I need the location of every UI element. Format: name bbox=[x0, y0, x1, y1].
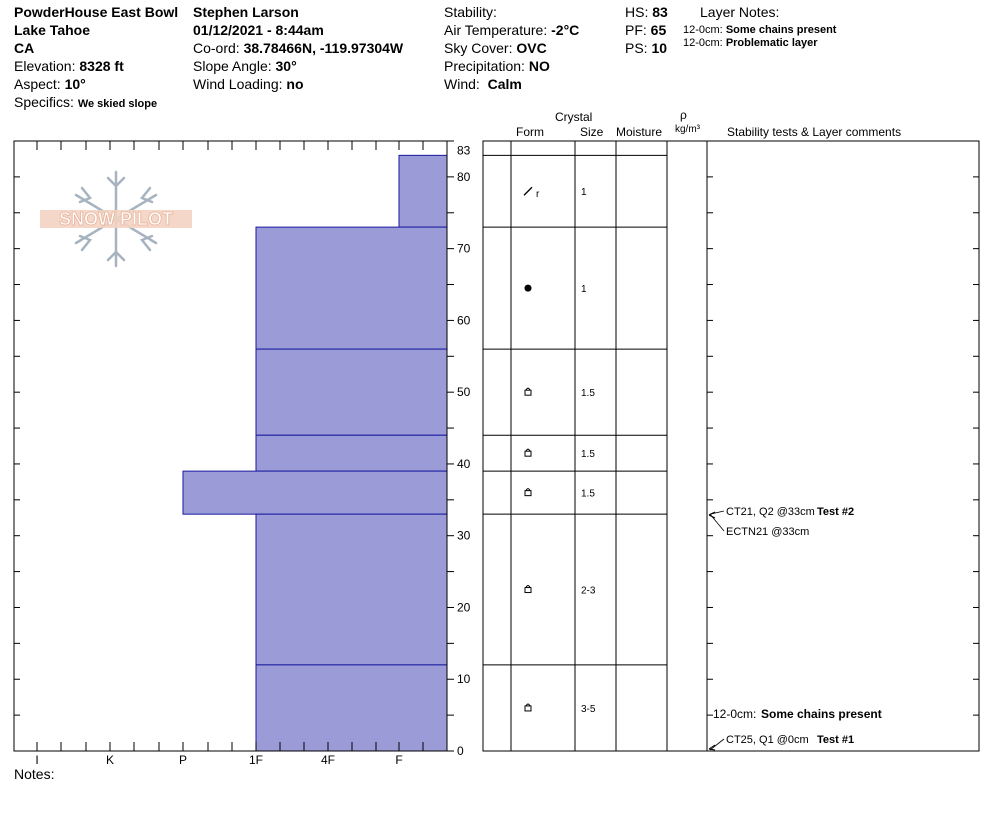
layer-note-2-range: 12-0cm: bbox=[683, 37, 723, 49]
depth-tick-label: 10 bbox=[457, 672, 471, 687]
density-unit-header: kg/m³ bbox=[675, 124, 700, 135]
aspect-value: 10° bbox=[64, 76, 86, 92]
elevation-label: Elevation: bbox=[14, 58, 76, 74]
depth-tick-label: 50 bbox=[457, 385, 471, 400]
stability-label: Stability: bbox=[444, 4, 497, 20]
hardness-bar-1 bbox=[399, 155, 447, 227]
wind-loading-value: no bbox=[286, 76, 304, 92]
faceted-grain-icon bbox=[525, 390, 531, 395]
layer-notes-title: Layer Notes: bbox=[700, 4, 780, 20]
hardness-label: 1F bbox=[248, 753, 264, 767]
stability-test-text: CT25, Q1 @0cm bbox=[726, 734, 809, 746]
crystal-size-label: 1 bbox=[581, 187, 587, 199]
stability-test-label: Test #1 bbox=[817, 734, 855, 746]
sky-value: OVC bbox=[516, 40, 547, 56]
crystal-form-faceted bbox=[525, 449, 531, 456]
crystal-size-label: 1 bbox=[581, 284, 587, 296]
obs-datetime: 01/12/2021 - 8:44am bbox=[193, 22, 324, 38]
ps-value: 10 bbox=[651, 40, 668, 56]
facet-r-icon: r bbox=[536, 189, 540, 201]
facet-slash-icon bbox=[524, 187, 532, 195]
depth-tick-label: 70 bbox=[457, 241, 471, 256]
crystal-form-faceted bbox=[525, 586, 531, 593]
crystal-header: Crystal bbox=[555, 110, 593, 124]
crystal-form-round bbox=[525, 285, 532, 292]
hardness-bar-5 bbox=[183, 471, 447, 514]
faceted-grain-icon bbox=[525, 451, 531, 456]
aspect-label: Aspect: bbox=[14, 76, 61, 92]
hardness-bar-2 bbox=[256, 227, 447, 349]
round-grain-icon bbox=[525, 285, 532, 292]
hardness-label: K bbox=[105, 753, 115, 767]
crystal-size-label: 1.5 bbox=[581, 488, 595, 500]
layer-comment-text: Some chains present bbox=[761, 707, 882, 721]
crystal-size-label: 1.5 bbox=[581, 388, 595, 400]
hardness-bar-7 bbox=[256, 665, 447, 751]
wind-loading-label: Wind Loading: bbox=[193, 76, 283, 92]
coord-label: Co-ord: bbox=[193, 40, 240, 56]
layer-note-2-text: Problematic layer bbox=[725, 37, 818, 49]
hs-value: 83 bbox=[652, 4, 668, 20]
test1-arrow-icon bbox=[709, 745, 715, 750]
crystal-size-label: 1.5 bbox=[581, 449, 595, 461]
test-leader-line bbox=[710, 739, 724, 750]
elevation-value: 8328 ft bbox=[79, 58, 124, 74]
notes-label: Notes: bbox=[14, 766, 55, 782]
hardness-label: F bbox=[395, 753, 403, 767]
specifics-label: Specifics: bbox=[14, 94, 74, 110]
coord-value: 38.78466N, -119.97304W bbox=[243, 40, 404, 56]
layer-note-1-range: 12-0cm: bbox=[683, 24, 723, 36]
wind-label: Wind: bbox=[444, 76, 480, 92]
precip-value: NO bbox=[528, 58, 550, 74]
hardness-bar-4 bbox=[256, 435, 447, 471]
hardness-label: P bbox=[178, 753, 188, 767]
pf-label: PF: bbox=[625, 22, 647, 38]
hardness-bar-3 bbox=[256, 349, 447, 435]
rho-header: ρ bbox=[680, 108, 687, 122]
depth-tick-label: 80 bbox=[457, 169, 471, 184]
layer-note-1-text: Some chains present bbox=[725, 24, 837, 36]
stability-test-label: Test #2 bbox=[817, 506, 855, 518]
form-header: Form bbox=[516, 125, 544, 139]
region-name: Lake Tahoe bbox=[14, 22, 90, 38]
crystal-form-rounding-facet bbox=[524, 187, 540, 200]
hardness-label: I bbox=[35, 753, 39, 767]
stability-test-text: CT21, Q2 @33cm bbox=[726, 506, 815, 518]
depth-tick-label: 60 bbox=[457, 313, 471, 328]
size-header: Size bbox=[580, 125, 604, 139]
comments-header: Stability tests & Layer comments bbox=[727, 125, 902, 139]
hardness-label: 4F bbox=[320, 753, 336, 767]
depth-tick-label: 40 bbox=[457, 456, 471, 471]
specifics-value: We skied slope bbox=[77, 98, 158, 110]
pf-value: 65 bbox=[650, 22, 667, 38]
hs-label: HS: bbox=[625, 4, 649, 20]
depth-tick-label: 20 bbox=[457, 600, 471, 615]
depth-tick-label: 0 bbox=[457, 744, 464, 758]
state-name: CA bbox=[14, 40, 35, 56]
air-temp-value: -2°C bbox=[551, 22, 580, 38]
layer-comment-range: 12-0cm: bbox=[713, 707, 757, 721]
slope-label: Slope Angle: bbox=[193, 58, 272, 74]
precip-label: Precipitation: bbox=[444, 58, 525, 74]
crystal-form-faceted bbox=[525, 489, 531, 496]
faceted-grain-icon bbox=[525, 706, 531, 711]
faceted-grain-icon bbox=[525, 491, 531, 496]
depth-tick-label: 83 bbox=[457, 143, 471, 158]
location-name: PowderHouse East Bowl bbox=[14, 4, 179, 20]
wind-value: Calm bbox=[487, 76, 522, 92]
crystal-form-faceted bbox=[525, 388, 531, 395]
depth-tick-label: 30 bbox=[457, 528, 471, 543]
observer-name: Stephen Larson bbox=[193, 4, 299, 20]
layer-table-frame bbox=[483, 141, 979, 751]
crystal-form-faceted bbox=[525, 704, 531, 711]
slope-value: 30° bbox=[275, 58, 297, 74]
air-temp-label: Air Temperature: bbox=[444, 22, 548, 38]
crystal-size-label: 2-3 bbox=[581, 585, 596, 597]
ps-label: PS: bbox=[625, 40, 648, 56]
sky-label: Sky Cover: bbox=[444, 40, 513, 56]
crystal-size-label: 3-5 bbox=[581, 703, 596, 715]
hardness-bar-6 bbox=[256, 514, 447, 665]
faceted-grain-icon bbox=[525, 588, 531, 593]
stability-test-text: ECTN21 @33cm bbox=[726, 526, 810, 538]
moisture-header: Moisture bbox=[616, 125, 663, 139]
logo-text: SNOW PILOT bbox=[59, 209, 173, 229]
